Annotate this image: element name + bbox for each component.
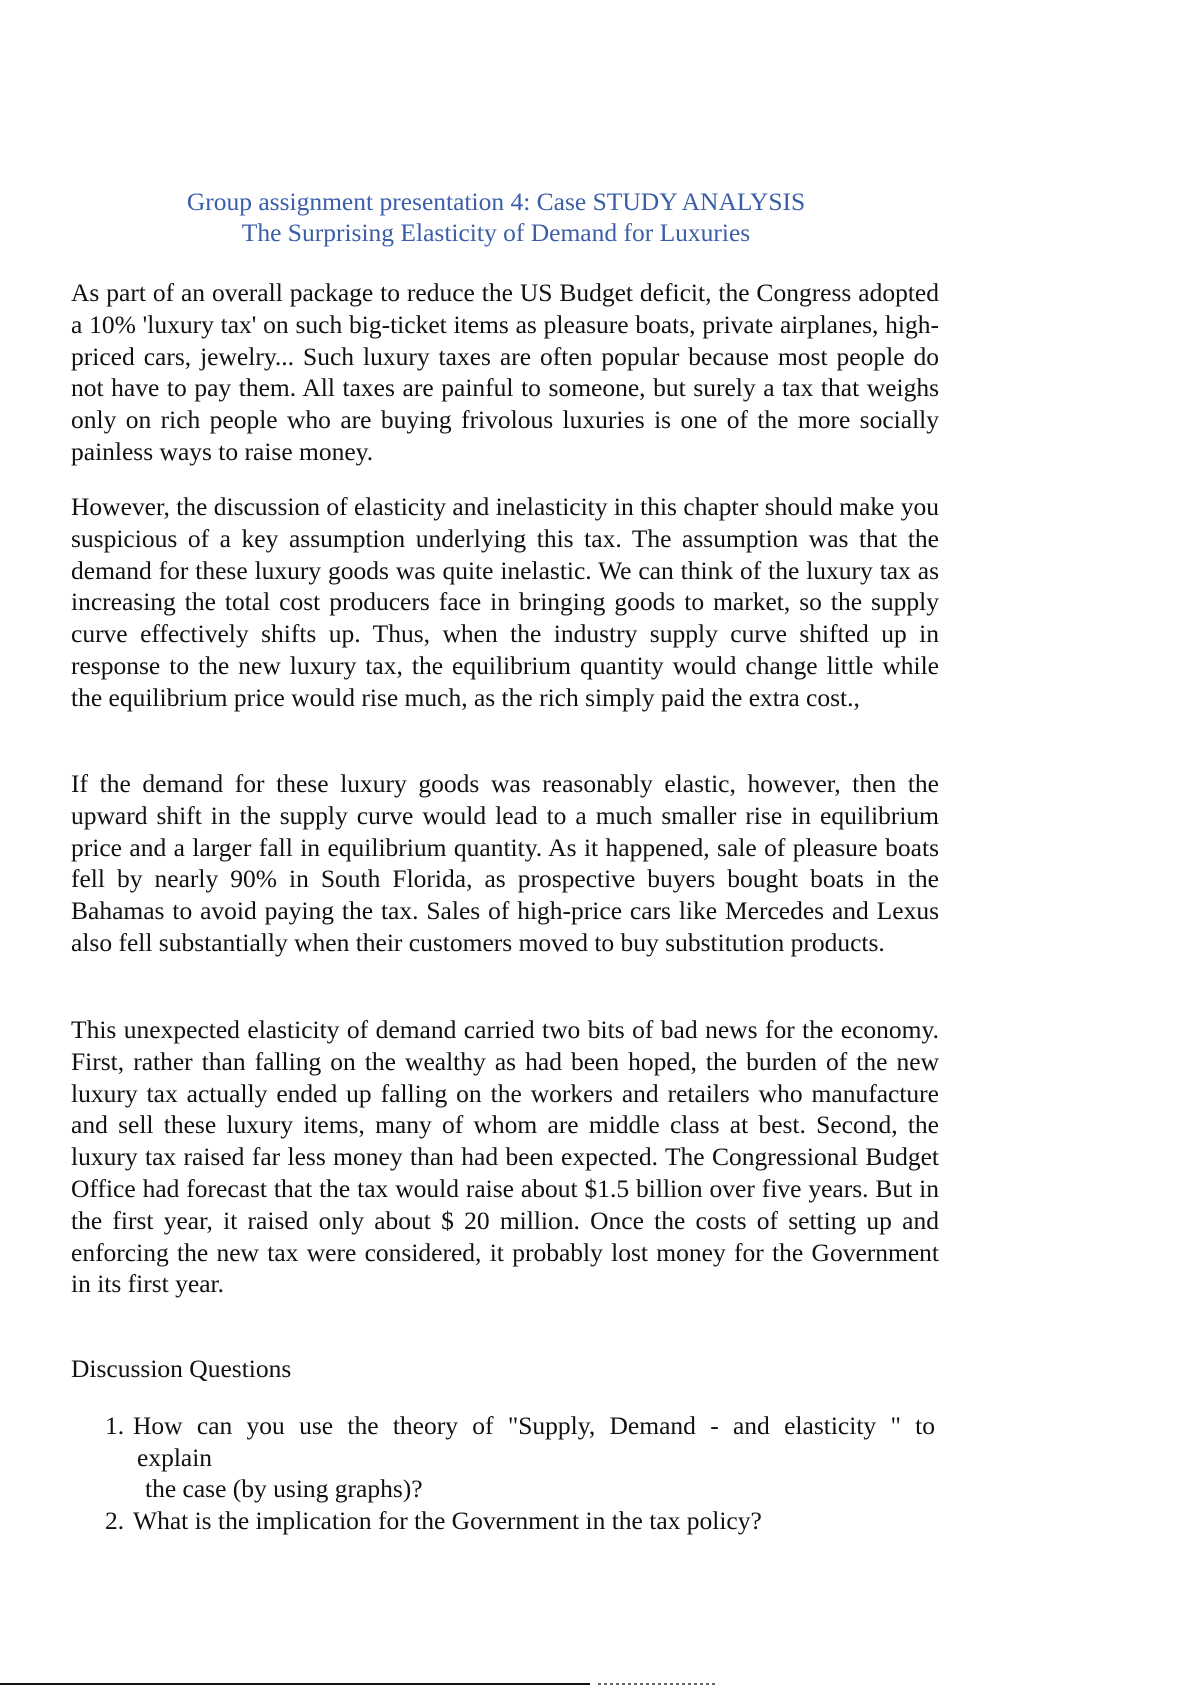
question-text-line: What is the implication for the Government in the tax policy?	[133, 1505, 762, 1535]
discussion-questions-list	[105, 1410, 935, 1536]
question-number: 1.	[105, 1411, 125, 1440]
document-title	[0, 186, 992, 248]
question-text-line: the case (by using graphs)?	[145, 1474, 423, 1503]
paragraph-bad-news: This unexpected elasticity of demand carried two bits of bad news for the economy. First, rather than falling on the wealthy as had been hoped, the burden of the new luxury tax actually ended up falling on the workers and retailers who manufacture and sell these luxury items, many of whom are middle class at best. Second, the luxury tax raised far less money than had been expected. The Congressional Budget Office had forecast that the tax would raise about $1.5 billion over five years. But in the first year, it raised only about $ 20 million. Once the costs of setting up and enforcing the new tax were considered, it probably lost money for the Government in its first year.	[71, 1015, 939, 1299]
question-text-line: explain	[137, 1442, 213, 1472]
paragraph-elastic-demand: If the demand for these luxury goods was reasonably elastic, however, then the upward shift in the supply curve would lead to a much smaller rise in equilibrium price and a larger fall in equilibrium quantity. As it happened, sale of pleasure boats fell by nearly 90% in South Florida, as prospective buyers bought boats in the Bahamas to avoid paying the tax. Sales of high-price cars like Mercedes and Lexus also fell substantially when their customers moved to buy substitution products.	[71, 769, 939, 957]
paragraph-intro: As part of an overall package to reduce the US Budget deficit, the Congress adopted a 10% 'luxury tax' on such big-ticket items as pleasure boats, private airplanes, high-priced cars, jewelry... Such luxury taxes are often popular because most people do not have to pay them. All taxes are painful to someone, but surely a tax that weighs only on rich people who are buying frivolous luxuries is one of the more socially painless ways to raise money.	[71, 278, 939, 466]
question-text-line: How can you use the theory of "Supply, Demand - and elasticity " to	[133, 1411, 935, 1440]
question-item	[105, 1410, 935, 1505]
title-line-1: Group assignment presentation 4: Case STUDY ANALYSIS	[186, 187, 806, 216]
title-line-2: The Surprising Elasticity of Demand for Luxuries	[241, 218, 751, 247]
question-item	[105, 1505, 935, 1537]
discussion-questions-heading: Discussion Questions	[71, 1354, 292, 1383]
question-number: 2.	[105, 1505, 125, 1535]
paragraph-elasticity-assumption: However, the discussion of elasticity and inelasticity in this chapter should make you suspicious of a key assumption underlying this tax. The assumption was that the demand for these luxury goods was quite inelastic. We can think of the luxury tax as increasing the total cost producers face in bringing goods to market, so the supply curve effectively shifts up. Thus, when the industry supply curve shifted up in response to the new luxury tax, the equilibrium quantity would change little while the equilibrium price would rise much, as the rich simply paid the extra cost.,	[71, 492, 939, 712]
